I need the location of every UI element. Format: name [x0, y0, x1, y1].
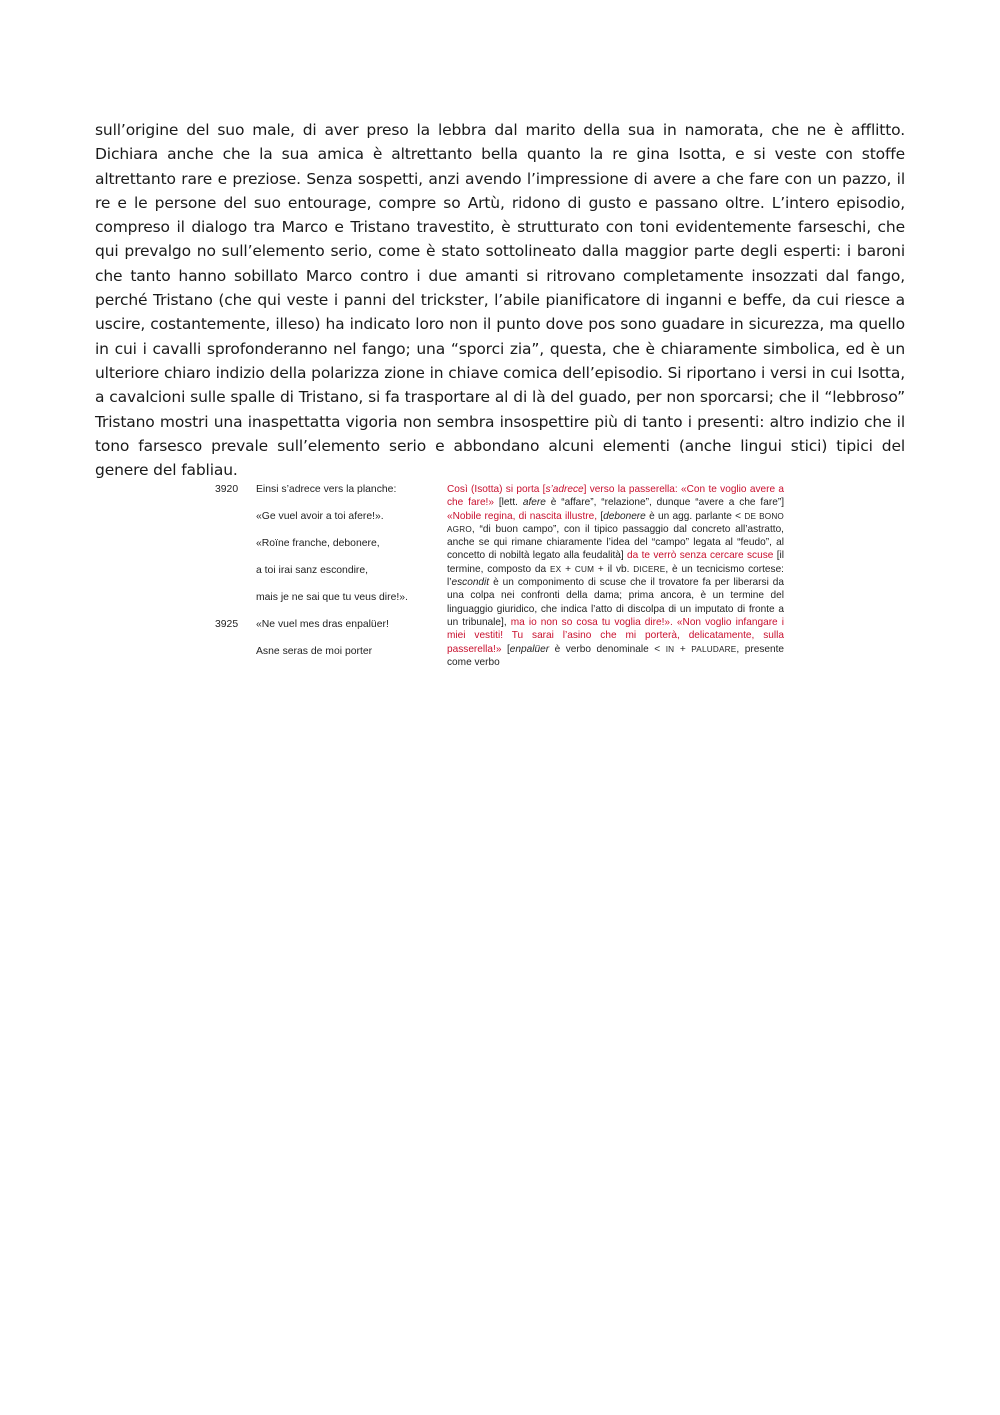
verse-text: a toi irai sanz escondire, [256, 565, 369, 576]
latin-etymon: DE BONO AGRO [447, 511, 784, 534]
verse-excerpt [200, 480, 790, 680]
latin-etymon: PALUDARE [691, 644, 737, 654]
note-text: è verbo denominale < [549, 643, 666, 655]
translation-text: «Nobile regina, di nascita illustre, [447, 510, 598, 522]
verse-text: «Roïne franche, debonere, [256, 538, 380, 549]
note-text: + [674, 643, 692, 655]
verse-text: «Ge vuel avoir a toi afere!». [256, 511, 384, 522]
note-text: + il vb. [594, 563, 634, 575]
note-text: , è un tecnicismo cortese: l’ [447, 563, 784, 589]
note-text: è un agg. parlante < [645, 510, 745, 522]
body-paragraph: sull’origine del suo male, di aver preso la lebbra dal marito della sua in namorata, che ne è afflitto. Dichiara anche che la sua amica è altrettanto bella quanto la re gina Isotta, e si veste con stoffe altrettanto rare e preziose. Senza sospetti, anzi avendo l’impressione di avere a che fare con un pazzo, il re e le persone del suo entourage, compre so Artù, ridono di gusto e passano oltre. L’intero episodio, compreso il dialogo tra Marco e Tristano travestito, è strutturato con toni evidentemente farseschi, che qui prevalgo no sull’elemento serio, come è stato sottolineato dalla maggior parte degli esperti: i baroni che tanto hanno sobillato Marco contro i due amanti si ritrovano completamente insozzati dal fango, perché Tristano (che qui veste i panni del trickster, l’abile pianificatore di inganni e beffe, da cui riesce a uscire, costantemente, illeso) ha indicato loro non il punto dove pos sono guadare in sicurezza, ma quello in cui i cavalli sprofonderanno nel fango; una “sporci zia”, questa, che è chiaramente simbolica, ed è un ulteriore chiaro indizio della polarizza zione in chiave comica dell’episodio. Si riportano i versi in cui Isotta, a cavalcioni sulle spalle di Tristano, si fa trasportare al di là del guado, per non sporcarsi; che il “lebbroso” Tristano mostri una inaspettatta vigoria non sembra insospettire più di tanto i presenti: altro indizio che il tono farsesco prevale sull’elemento serio e abbondano alcuni elementi (anche lingui stici) tipici del genere del fabliau. [95, 121, 905, 480]
latin-etymon: IN [665, 644, 675, 654]
translation-text: Così (Isotta) si porta [ [447, 484, 546, 495]
translation-text: ] verso la passerella: «Con te voglio avere a che fare!» [447, 484, 785, 509]
note-text: [il termine, composto da [447, 550, 785, 575]
note-text: + [561, 563, 575, 575]
latin-etymon: CUM [574, 564, 595, 574]
note-text: , “di buon campo”, con il tipico passaggio dal concreto all’astratto, anche se qui rimane chiaramente l’idea del “campo” legata al “feudo”, al concetto di nobiltà legato alla feudalità] [447, 523, 784, 562]
translation-text: ma io non so cosa tu voglia dire!». «Non voglio infangare i miei vestiti! Tu sarai l’asino che mi porterà, delicatamente, sulla passerella!» [447, 616, 784, 655]
term-italic: escondit [451, 577, 490, 589]
verse-text: Einsi s’adrece vers la planche: [256, 484, 397, 495]
verse-number: 3925 [215, 619, 239, 630]
note-text: [lett. [493, 497, 523, 509]
term-italic: afere [522, 497, 546, 509]
term-italic: enpalüer [509, 643, 550, 655]
translation-commentary [447, 483, 784, 669]
term-italic: debonere [603, 510, 646, 522]
verse-text: Asne seras de moi porter [256, 646, 373, 657]
translation-text: da te verrò senza cercare scuse [627, 550, 774, 562]
note-text: , presente come verbo [447, 643, 785, 668]
verse-text: «Ne vuel mes dras enpalüer! [256, 619, 389, 630]
note-text: è “affare”, “relazione”, dunque “avere a che fare”] [545, 497, 784, 509]
verse-number: 3920 [215, 484, 239, 495]
latin-etymon: DICERE [633, 564, 666, 574]
note-text: [ [597, 510, 604, 522]
verse-text: mais je ne sai que tu veus dire!». [256, 592, 408, 603]
note-text: è un componimento di scuse che il trovatore fa per liberarsi da una colpa nei confronti della dama; prima ancora, è un termine del linguaggio giuridico, che indica l’atto di discolpa di un imputato di fronte a un tribunale], [447, 577, 784, 628]
latin-etymon: EX [549, 564, 562, 574]
note-text: [ [501, 643, 510, 655]
term-italic: s’adrece [545, 484, 584, 495]
